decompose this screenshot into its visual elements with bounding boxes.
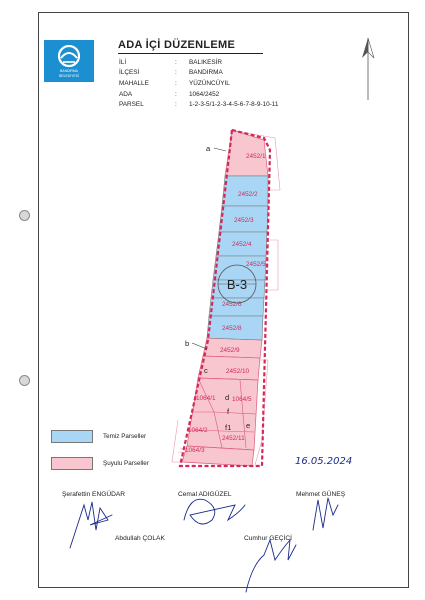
parcel-label: 2452/6: [222, 301, 242, 308]
parcel-label: 2452/5: [246, 261, 266, 268]
signature-2: [184, 499, 245, 524]
letter-label: c: [204, 366, 208, 375]
signatory-name: Abdullah ÇOLAK: [115, 535, 165, 542]
info-colon: :: [175, 69, 177, 76]
info-value-parsel: 1-2-3-5/1-2-3-4-5-6-7-8-9-10-11: [189, 101, 279, 108]
parcel-label: 1064/2: [188, 427, 208, 434]
logo-line-2: BELEDİYESİ: [59, 74, 79, 78]
parcel-label: 2452/11: [222, 435, 245, 442]
document-title: ADA İÇİ DÜZENLEME: [118, 39, 236, 51]
parcel-label: 2452/8: [222, 325, 242, 332]
approval-date: 16.05.2024: [295, 456, 353, 467]
signature-1: [70, 502, 112, 548]
parcel-label: 2452/2: [238, 191, 258, 198]
info-label-mahalle: MAHALLE: [119, 80, 149, 87]
parcel-label: 1064/1: [196, 395, 216, 402]
signature-4: [246, 540, 296, 592]
parcel-label: 2452/10: [226, 368, 250, 375]
parcel-label: 2452/1: [246, 153, 266, 160]
info-value-ilce: BANDIRMA: [189, 69, 223, 76]
letter-label: b: [185, 339, 190, 348]
legend-label-shared: Şuyulu Parseller: [103, 460, 149, 467]
info-value-il: BALIKESİR: [189, 59, 223, 66]
info-colon: :: [175, 80, 177, 87]
info-label-ilce: İLÇESİ: [119, 69, 140, 76]
block-label: B-3: [226, 277, 248, 292]
letter-label: a: [206, 144, 211, 153]
parcel-label: 2452/4: [232, 241, 252, 248]
legend-label-clean: Temiz Parseller: [103, 433, 147, 440]
info-colon: :: [175, 91, 177, 98]
signatory-name: Cemal ADIGÜZEL: [178, 491, 232, 498]
logo-line-1: BANDIRMA: [60, 69, 78, 73]
parcel-label: 1064/5: [232, 396, 252, 403]
info-colon: :: [175, 59, 177, 66]
signature-3: [313, 498, 338, 530]
info-label-ada: ADA: [119, 91, 133, 98]
info-value-ada: 1064/2452: [189, 91, 220, 98]
parcel-label: 2452/9: [220, 347, 240, 354]
parcel-label: 2452/3: [234, 217, 254, 224]
info-label-parsel: PARSEL: [119, 101, 144, 108]
letter-label: f1: [225, 423, 232, 432]
info-value-mahalle: YÜZÜNCÜYIL: [189, 80, 230, 87]
signatory-name: Cumhur GEÇİCİ: [244, 535, 292, 542]
parcel-label: 1064/3: [185, 447, 205, 454]
info-label-il: İLİ: [119, 59, 127, 66]
info-colon: :: [175, 101, 177, 108]
signatory-name: Şerafettin ENGÜDAR: [62, 491, 126, 498]
letter-label: d: [225, 393, 230, 402]
letter-label: e: [246, 421, 251, 430]
signatory-name: Mehmet GÜNEŞ: [296, 491, 346, 498]
letter-label: f: [227, 407, 230, 416]
